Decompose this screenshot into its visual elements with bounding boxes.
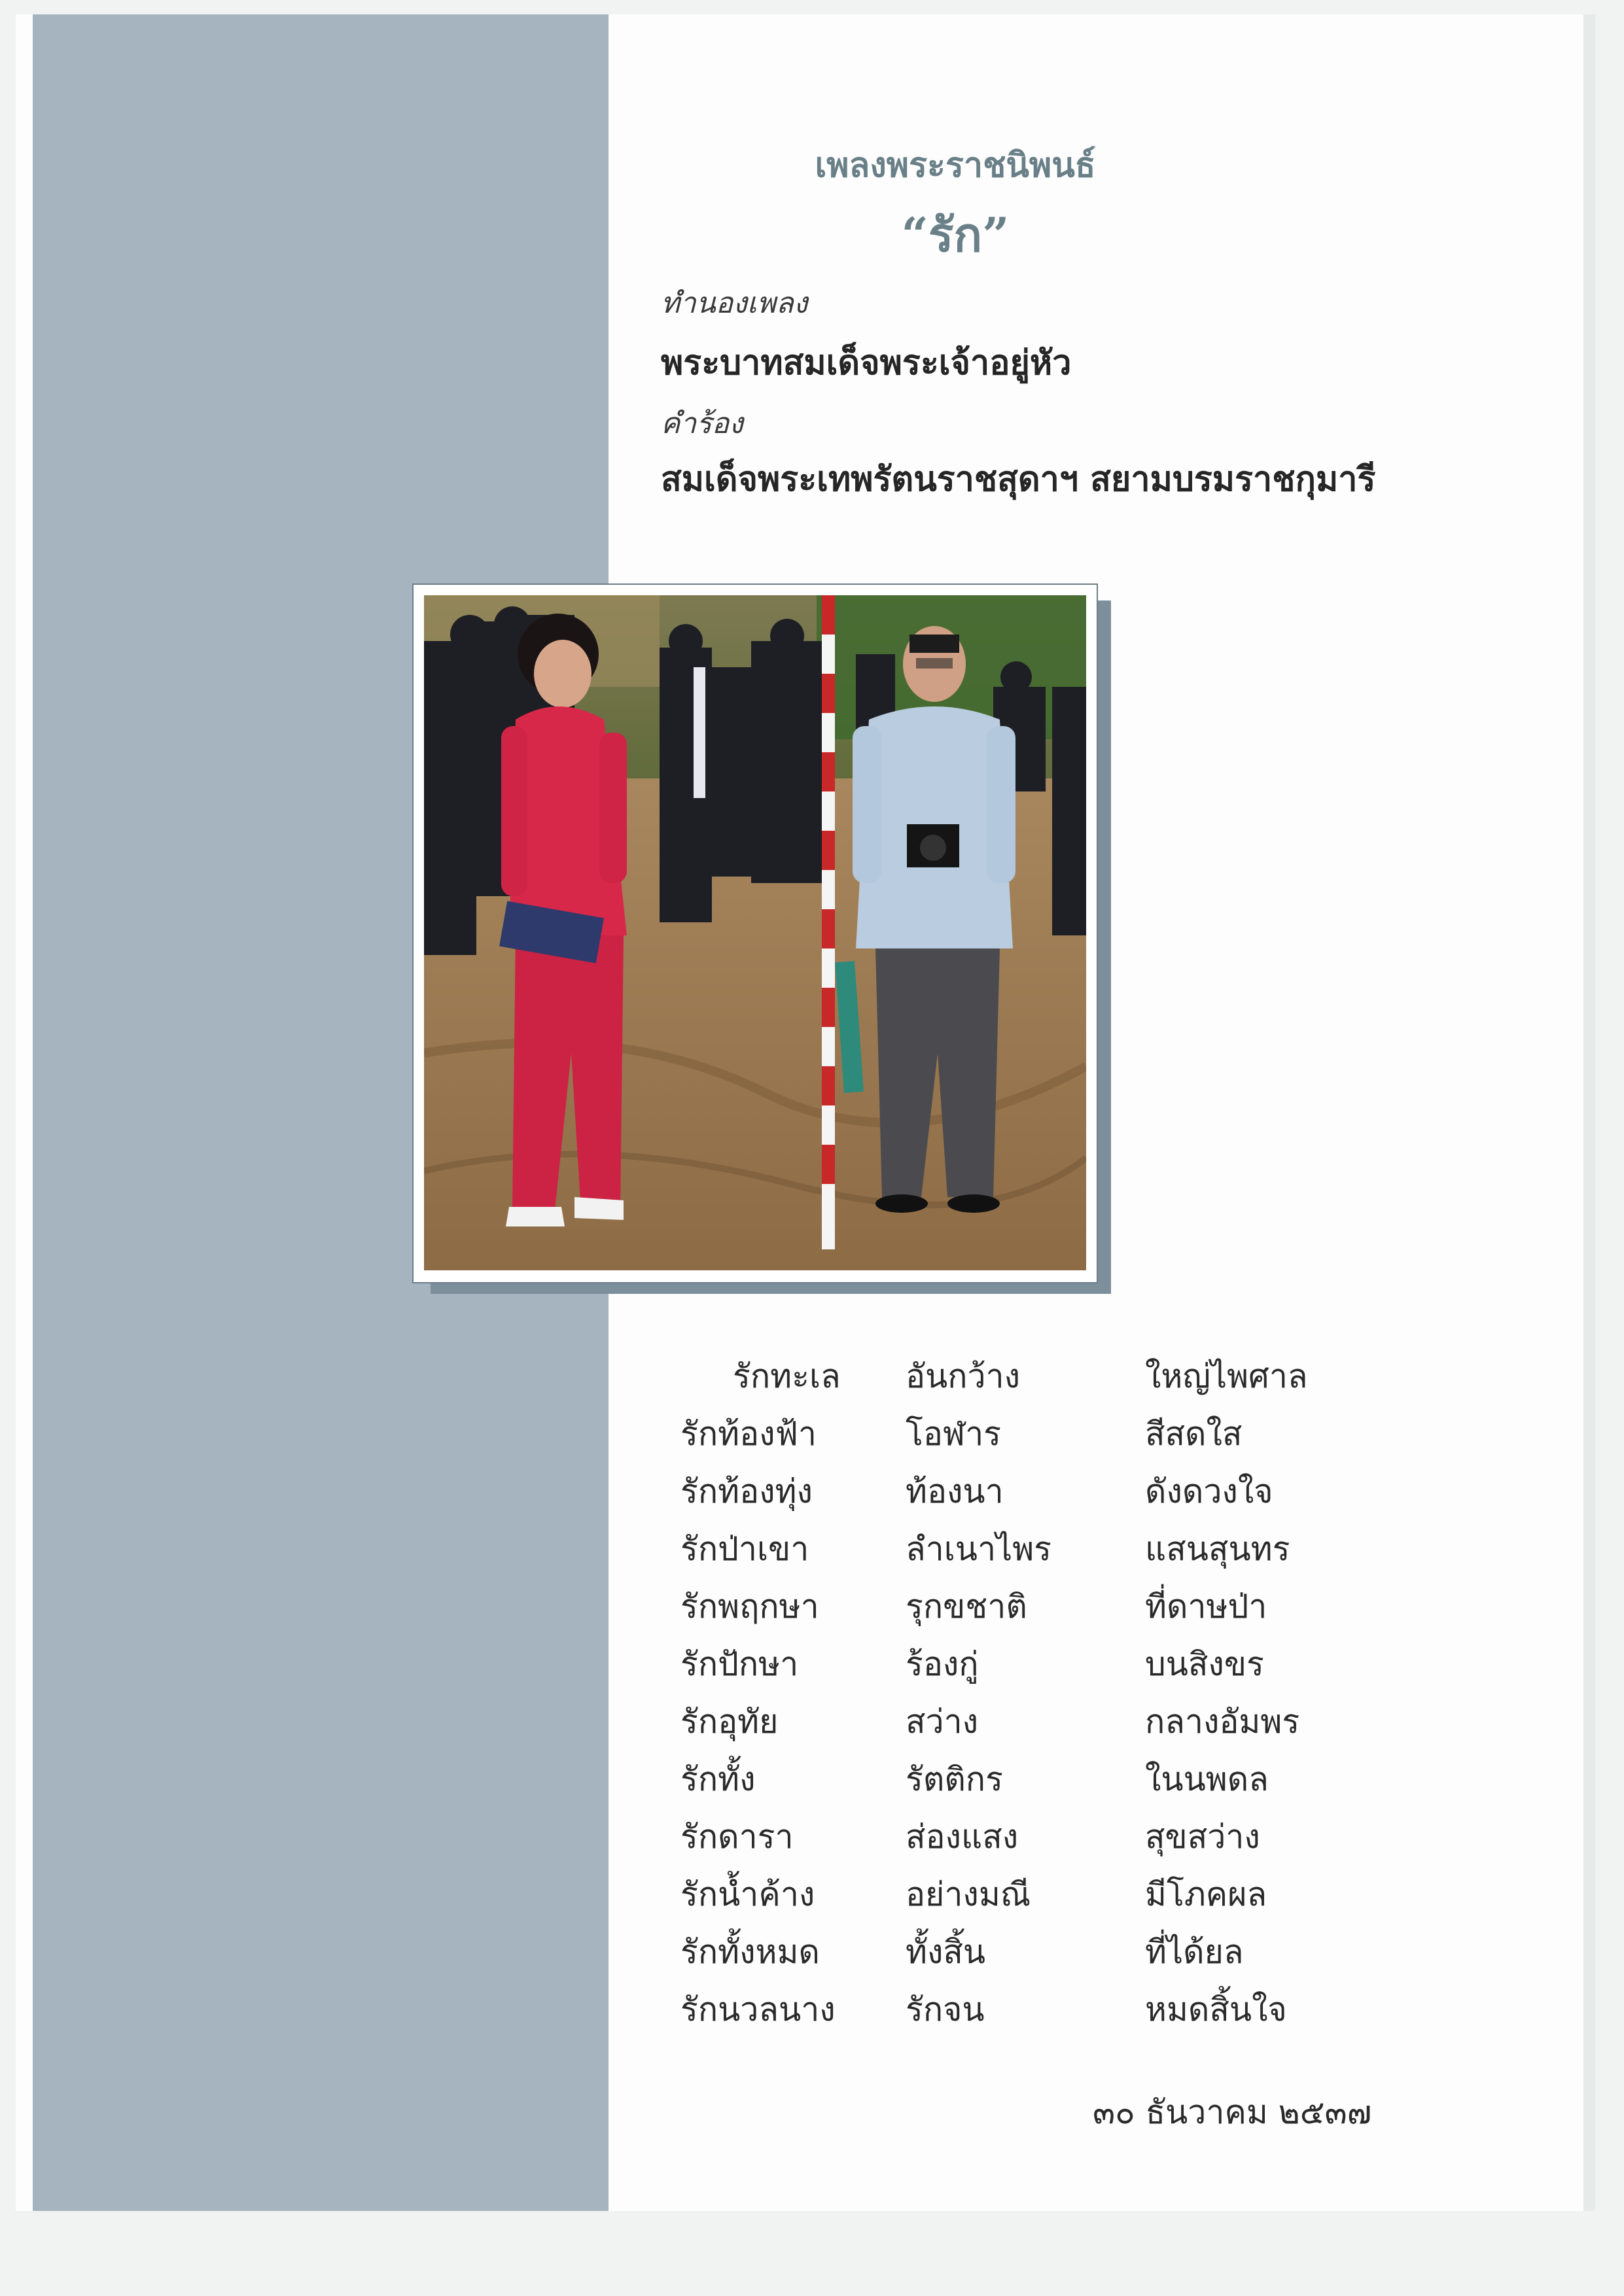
- lyric-line: [661, 1693, 1381, 1750]
- lyric-phrase: รักทะเล: [733, 1357, 841, 1395]
- lyric-phrase: รักอุทัย: [680, 1703, 779, 1741]
- lyric-line: [661, 1635, 1381, 1693]
- lyric-phrase: อย่างมณี: [906, 1875, 1031, 1913]
- page-edge: [1583, 14, 1595, 2211]
- lyric-line: [661, 1405, 1381, 1463]
- lyric-phrase: โอฬาร: [906, 1415, 1001, 1453]
- lyric-line: [661, 1808, 1381, 1866]
- lyric-phrase: รักปักษา: [680, 1645, 799, 1683]
- melody-author: พระบาทสมเด็จพระเจ้าอยู่หัว: [661, 343, 1072, 383]
- lyric-line: [661, 1578, 1381, 1635]
- lyric-phrase: รักทั้ง: [680, 1760, 756, 1798]
- lyric-phrase: สุขสว่าง: [1145, 1818, 1260, 1856]
- lyric-line: [661, 1348, 1381, 1405]
- lyric-phrase: รักดารา: [680, 1818, 794, 1856]
- lyric-phrase: ที่ดาษป่า: [1145, 1588, 1267, 1626]
- photograph: [424, 595, 1086, 1270]
- lyric-phrase: ส่องแสง: [906, 1818, 1019, 1856]
- lyric-phrase: รักป่าเขา: [680, 1530, 809, 1568]
- composition-date: ๓๐ ธันวาคม ๒๕๓๗: [1093, 2093, 1372, 2131]
- lyric-phrase: รักทั้งหมด: [680, 1933, 820, 1971]
- lyric-phrase: สีสดใส: [1145, 1415, 1243, 1453]
- lyric-line: [661, 1923, 1381, 1981]
- lyric-phrase: ทั้งสิ้น: [906, 1933, 986, 1971]
- lyric-phrase: รักท้องฟ้า: [680, 1415, 817, 1453]
- lyric-phrase: รัตติกร: [906, 1760, 1003, 1798]
- lyric-phrase: กลางอัมพร: [1145, 1703, 1300, 1741]
- lyric-phrase: มีโภคผล: [1145, 1875, 1267, 1913]
- lyric-phrase: ร้องกู่: [906, 1645, 979, 1683]
- song-title: “รัก”: [901, 207, 1010, 262]
- song-kicker: เพลงพระราชนิพนธ์: [815, 145, 1096, 185]
- photograph-illustration: [424, 595, 1086, 1270]
- lyric-phrase: รุกขชาติ: [906, 1588, 1027, 1626]
- lyric-phrase: ที่ได้ยล: [1145, 1933, 1244, 1971]
- lyric-phrase: รักน้ำค้าง: [680, 1875, 815, 1913]
- lyric-line: [661, 1981, 1381, 2038]
- lyric-phrase: บนสิงขร: [1145, 1645, 1264, 1683]
- lyric-phrase: รักนวลนาง: [680, 1991, 836, 2028]
- lyric-phrase: รักท้องทุ่ง: [680, 1472, 813, 1510]
- lyric-phrase: รักจน: [906, 1991, 985, 2028]
- melody-label: ทำนองเพลง: [661, 287, 808, 320]
- lyric-line: [661, 1750, 1381, 1808]
- lyrics-block: [661, 1348, 1381, 2038]
- lyric-phrase: ในนพดล: [1145, 1760, 1269, 1798]
- lyrics-label: คำร้อง: [661, 407, 743, 440]
- lyric-line: [661, 1463, 1381, 1520]
- lyric-phrase: อันกว้าง: [906, 1357, 1021, 1395]
- lyric-line: [661, 1866, 1381, 1923]
- lyric-phrase: ท้องนา: [906, 1472, 1004, 1510]
- lyric-line: [661, 1520, 1381, 1578]
- song-header: [654, 137, 1256, 272]
- lyric-phrase: ใหญ่ไพศาล: [1145, 1357, 1308, 1395]
- lyric-phrase: ดังดวงใจ: [1145, 1472, 1273, 1510]
- lyric-phrase: รักพฤกษา: [680, 1588, 819, 1626]
- lyric-phrase: ลำเนาไพร: [906, 1530, 1052, 1568]
- lyric-phrase: แสนสุนทร: [1145, 1530, 1290, 1568]
- lyric-phrase: หมดสิ้นใจ: [1145, 1991, 1287, 2028]
- lyric-phrase: สว่าง: [906, 1703, 979, 1741]
- lyrics-author: สมเด็จพระเทพรัตนราชสุดาฯ สยามบรมราชกุมารี: [661, 459, 1376, 499]
